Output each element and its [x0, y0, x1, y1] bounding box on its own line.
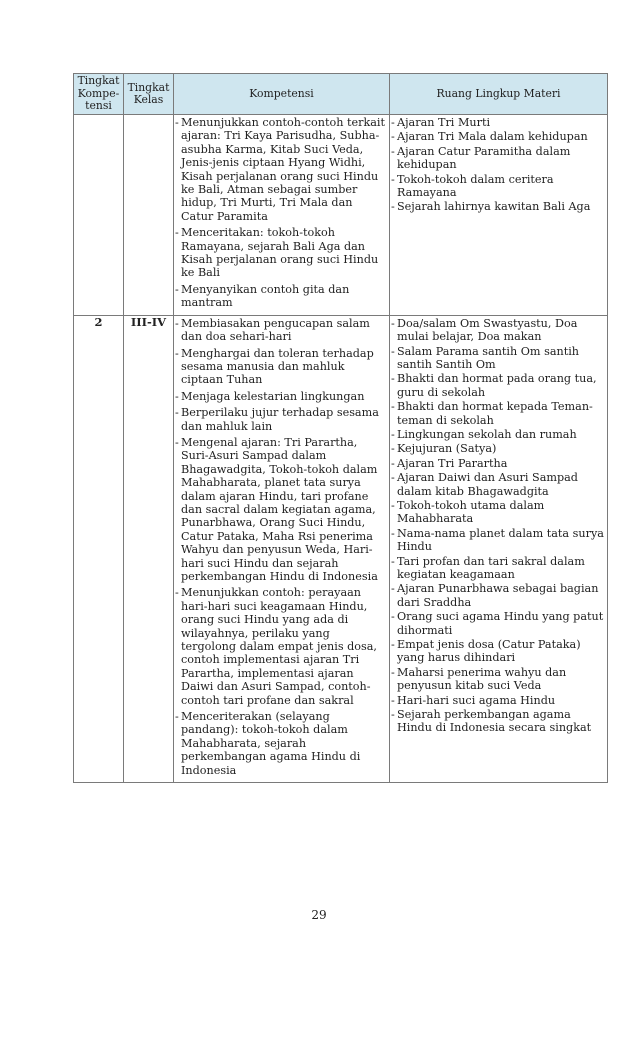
header-row — [74, 74, 608, 115]
list-item: - Menunjukkan contoh: perayaan hari-hari suci keagamaan Hindu, orang suci Hindu yang ada di wilayahnya, perilaku yang tergolong dalam empat jenis dosa, contoh implementasi ajaran Tri Parartha, implementasi ajaran Daiwi dan Asuri Sampad, contoh-contoh tari profane dan sakral — [175, 586, 388, 707]
materi-cell — [390, 315, 608, 782]
header-kompetensi: Kompetensi — [174, 74, 390, 115]
list-item: - Kejujuran (Satya) — [391, 442, 606, 455]
list-item: - Menunjukkan contoh-contoh terkait ajaran: Tri Kaya Parisudha, Subha-asubha Karma, Kitab Suci Veda, Jenis-jenis ciptaan Hyang Widhi, Kisah perjalanan orang suci Hindu ke Bali, Atman sebagai sumber hidup, Tri Murti, Tri Mala dan Catur Paramita — [175, 116, 388, 223]
list-item: - Ajaran Tri Mala dalam kehidupan — [391, 130, 606, 143]
list-item: - Berperilaku jujur terhadap sesama dan mahluk lain — [175, 406, 388, 433]
kelas-cell — [124, 115, 174, 316]
kelas-cell: III-IV — [124, 315, 174, 782]
list-item: - Menceriterakan (selayang pandang): tokoh-tokoh dalam Mahabharata, sejarah perkembangan agama Hindu di Indonesia — [175, 710, 388, 777]
materi-list — [390, 115, 607, 217]
list-item: - Nama-nama planet dalam tata surya Hindu — [391, 527, 606, 554]
header-ruang-lingkup: Ruang Lingkup Materi — [390, 74, 608, 115]
list-item: - Lingkungan sekolah dan rumah — [391, 428, 606, 441]
kompetensi-cell — [174, 315, 390, 782]
list-item: - Doa/salam Om Swastyastu, Doa mulai belajar, Doa makan — [391, 317, 606, 344]
list-item: - Tokoh-tokoh utama dalam Mahabharata — [391, 499, 606, 526]
materi-list — [390, 316, 607, 738]
list-item: - Menceritakan: tokoh-tokoh Ramayana, sejarah Bali Aga dan Kisah perjalanan orang suci Hindu ke Bali — [175, 226, 388, 280]
list-item: - Sejarah perkembangan agama Hindu di Indonesia secara singkat — [391, 708, 606, 735]
list-item: - Ajaran Punarbhawa sebagai bagian dari Sraddha — [391, 582, 606, 609]
list-item: - Sejarah lahirnya kawitan Bali Aga — [391, 200, 606, 213]
list-item: - Ajaran Daiwi dan Asuri Sampad dalam kitab Bhagawadgita — [391, 471, 606, 498]
list-item: - Membiasakan pengucapan salam dan doa sehari-hari — [175, 317, 388, 344]
level-cell: 2 — [74, 315, 124, 782]
table-row — [74, 315, 608, 782]
list-item: - Tokoh-tokoh dalam ceritera Ramayana — [391, 173, 606, 200]
list-item: - Empat jenis dosa (Catur Pataka) yang harus dihindari — [391, 638, 606, 665]
list-item: - Menjaga kelestarian lingkungan — [175, 390, 388, 403]
list-item: - Mengenal ajaran: Tri Parartha, Suri-Asuri Sampad dalam Bhagawadgita, Tokoh-tokoh dalam Mahabharata, planet tata surya dalam ajaran Hindu, tari profane dan sacral dalam kegiatan agama, Punarbhawa, Orang Suci Hindu, Catur Pataka, Maha Rsi penerima Wahyu dan penyusun Weda, Hari-hari suci Hindu dan sejarah perkembangan Hindu di Indonesia — [175, 436, 388, 583]
header-tingkat-kelas: Tingkat Kelas — [124, 74, 174, 115]
materi-cell — [390, 115, 608, 316]
list-item: - Ajaran Catur Paramitha dalam kehidupan — [391, 145, 606, 172]
curriculum-table — [73, 73, 608, 783]
level-cell — [74, 115, 124, 316]
page-number: 29 — [311, 908, 327, 922]
list-item: - Orang suci agama Hindu yang patut dihormati — [391, 610, 606, 637]
list-item: - Bhakti dan hormat pada orang tua, guru di sekolah — [391, 372, 606, 399]
list-item: - Ajaran Tri Murti — [391, 116, 606, 129]
list-item: - Maharsi penerima wahyu dan penyusun kitab suci Veda — [391, 666, 606, 693]
kompetensi-cell — [174, 115, 390, 316]
kompetensi-list — [174, 316, 389, 782]
list-item: - Menyanyikan contoh gita dan mantram — [175, 283, 388, 310]
list-item: - Bhakti dan hormat kepada Teman-teman di sekolah — [391, 400, 606, 427]
header-tingkat-kompetensi: Tingkat Kompe-tensi — [74, 74, 124, 115]
kompetensi-list — [174, 115, 389, 315]
list-item: - Ajaran Tri Parartha — [391, 457, 606, 470]
list-item: - Salam Parama santih Om santih santih Santih Om — [391, 345, 606, 372]
table-row — [74, 115, 608, 316]
list-item: - Tari profan dan tari sakral dalam kegiatan keagamaan — [391, 555, 606, 582]
list-item: - Hari-hari suci agama Hindu — [391, 694, 606, 707]
list-item: - Menghargai dan toleran terhadap sesama manusia dan mahluk ciptaan Tuhan — [175, 347, 388, 387]
